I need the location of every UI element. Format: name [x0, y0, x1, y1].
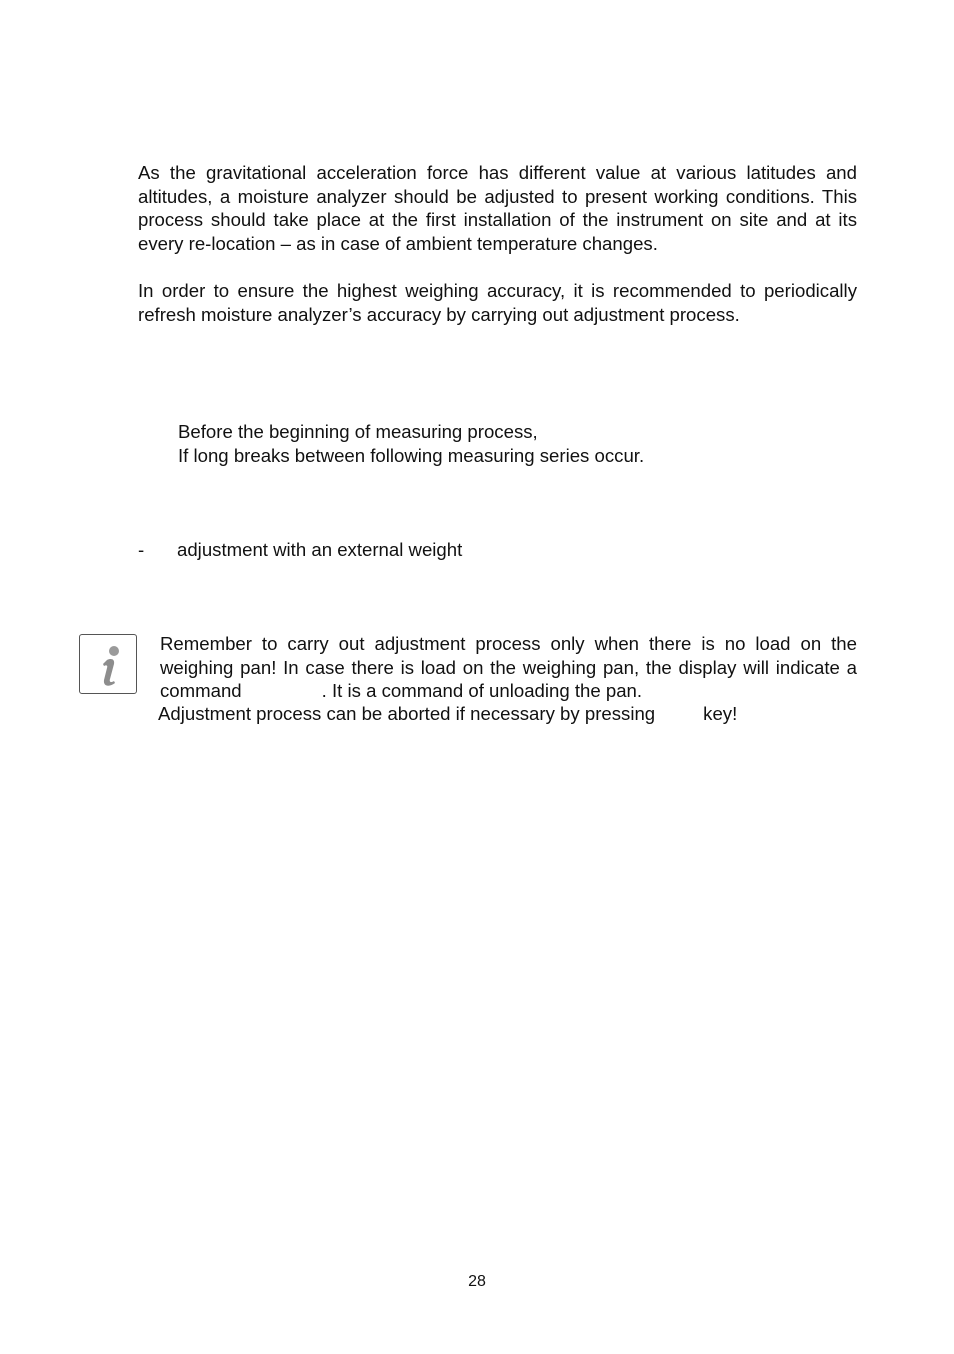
- intro-paragraph-1: As the gravitational acceleration force has different value at various latitudes and altitudes, a moisture analyzer should be adjusted to present working conditions. This process should take place at the first installation of the instrument on site and at its every re-location – as in case of ambient temperature changes.: [138, 162, 857, 254]
- list-item: If long breaks between following measuring series occur.: [178, 445, 645, 466]
- note-text: [160, 632, 857, 703]
- info-icon-glyph: [80, 635, 135, 692]
- list-item: Before the beginning of measuring process,: [178, 421, 538, 442]
- note-line-1: Remember to carry out adjustment process only when there is no load on the weighing pan! In case there is load on the weighing pan, the display will indicate a command: [160, 633, 857, 702]
- note-line-1-end: . It is a command of unloading the pan.: [321, 680, 643, 702]
- list-dash: -: [138, 539, 145, 560]
- list-item: adjustment with an external weight: [177, 539, 463, 560]
- note-line-2-start: Adjustment process can be aborted if necessary by pressing: [158, 703, 656, 724]
- info-icon: [79, 634, 137, 694]
- page-number: 28: [468, 1273, 486, 1290]
- note-line-2-end: key!: [703, 703, 738, 724]
- note-last-line: [158, 702, 737, 726]
- intro-paragraph-2: In order to ensure the highest weighing accuracy, it is recommended to periodically refresh moisture analyzer’s accuracy by carrying out adjustment process.: [138, 280, 857, 325]
